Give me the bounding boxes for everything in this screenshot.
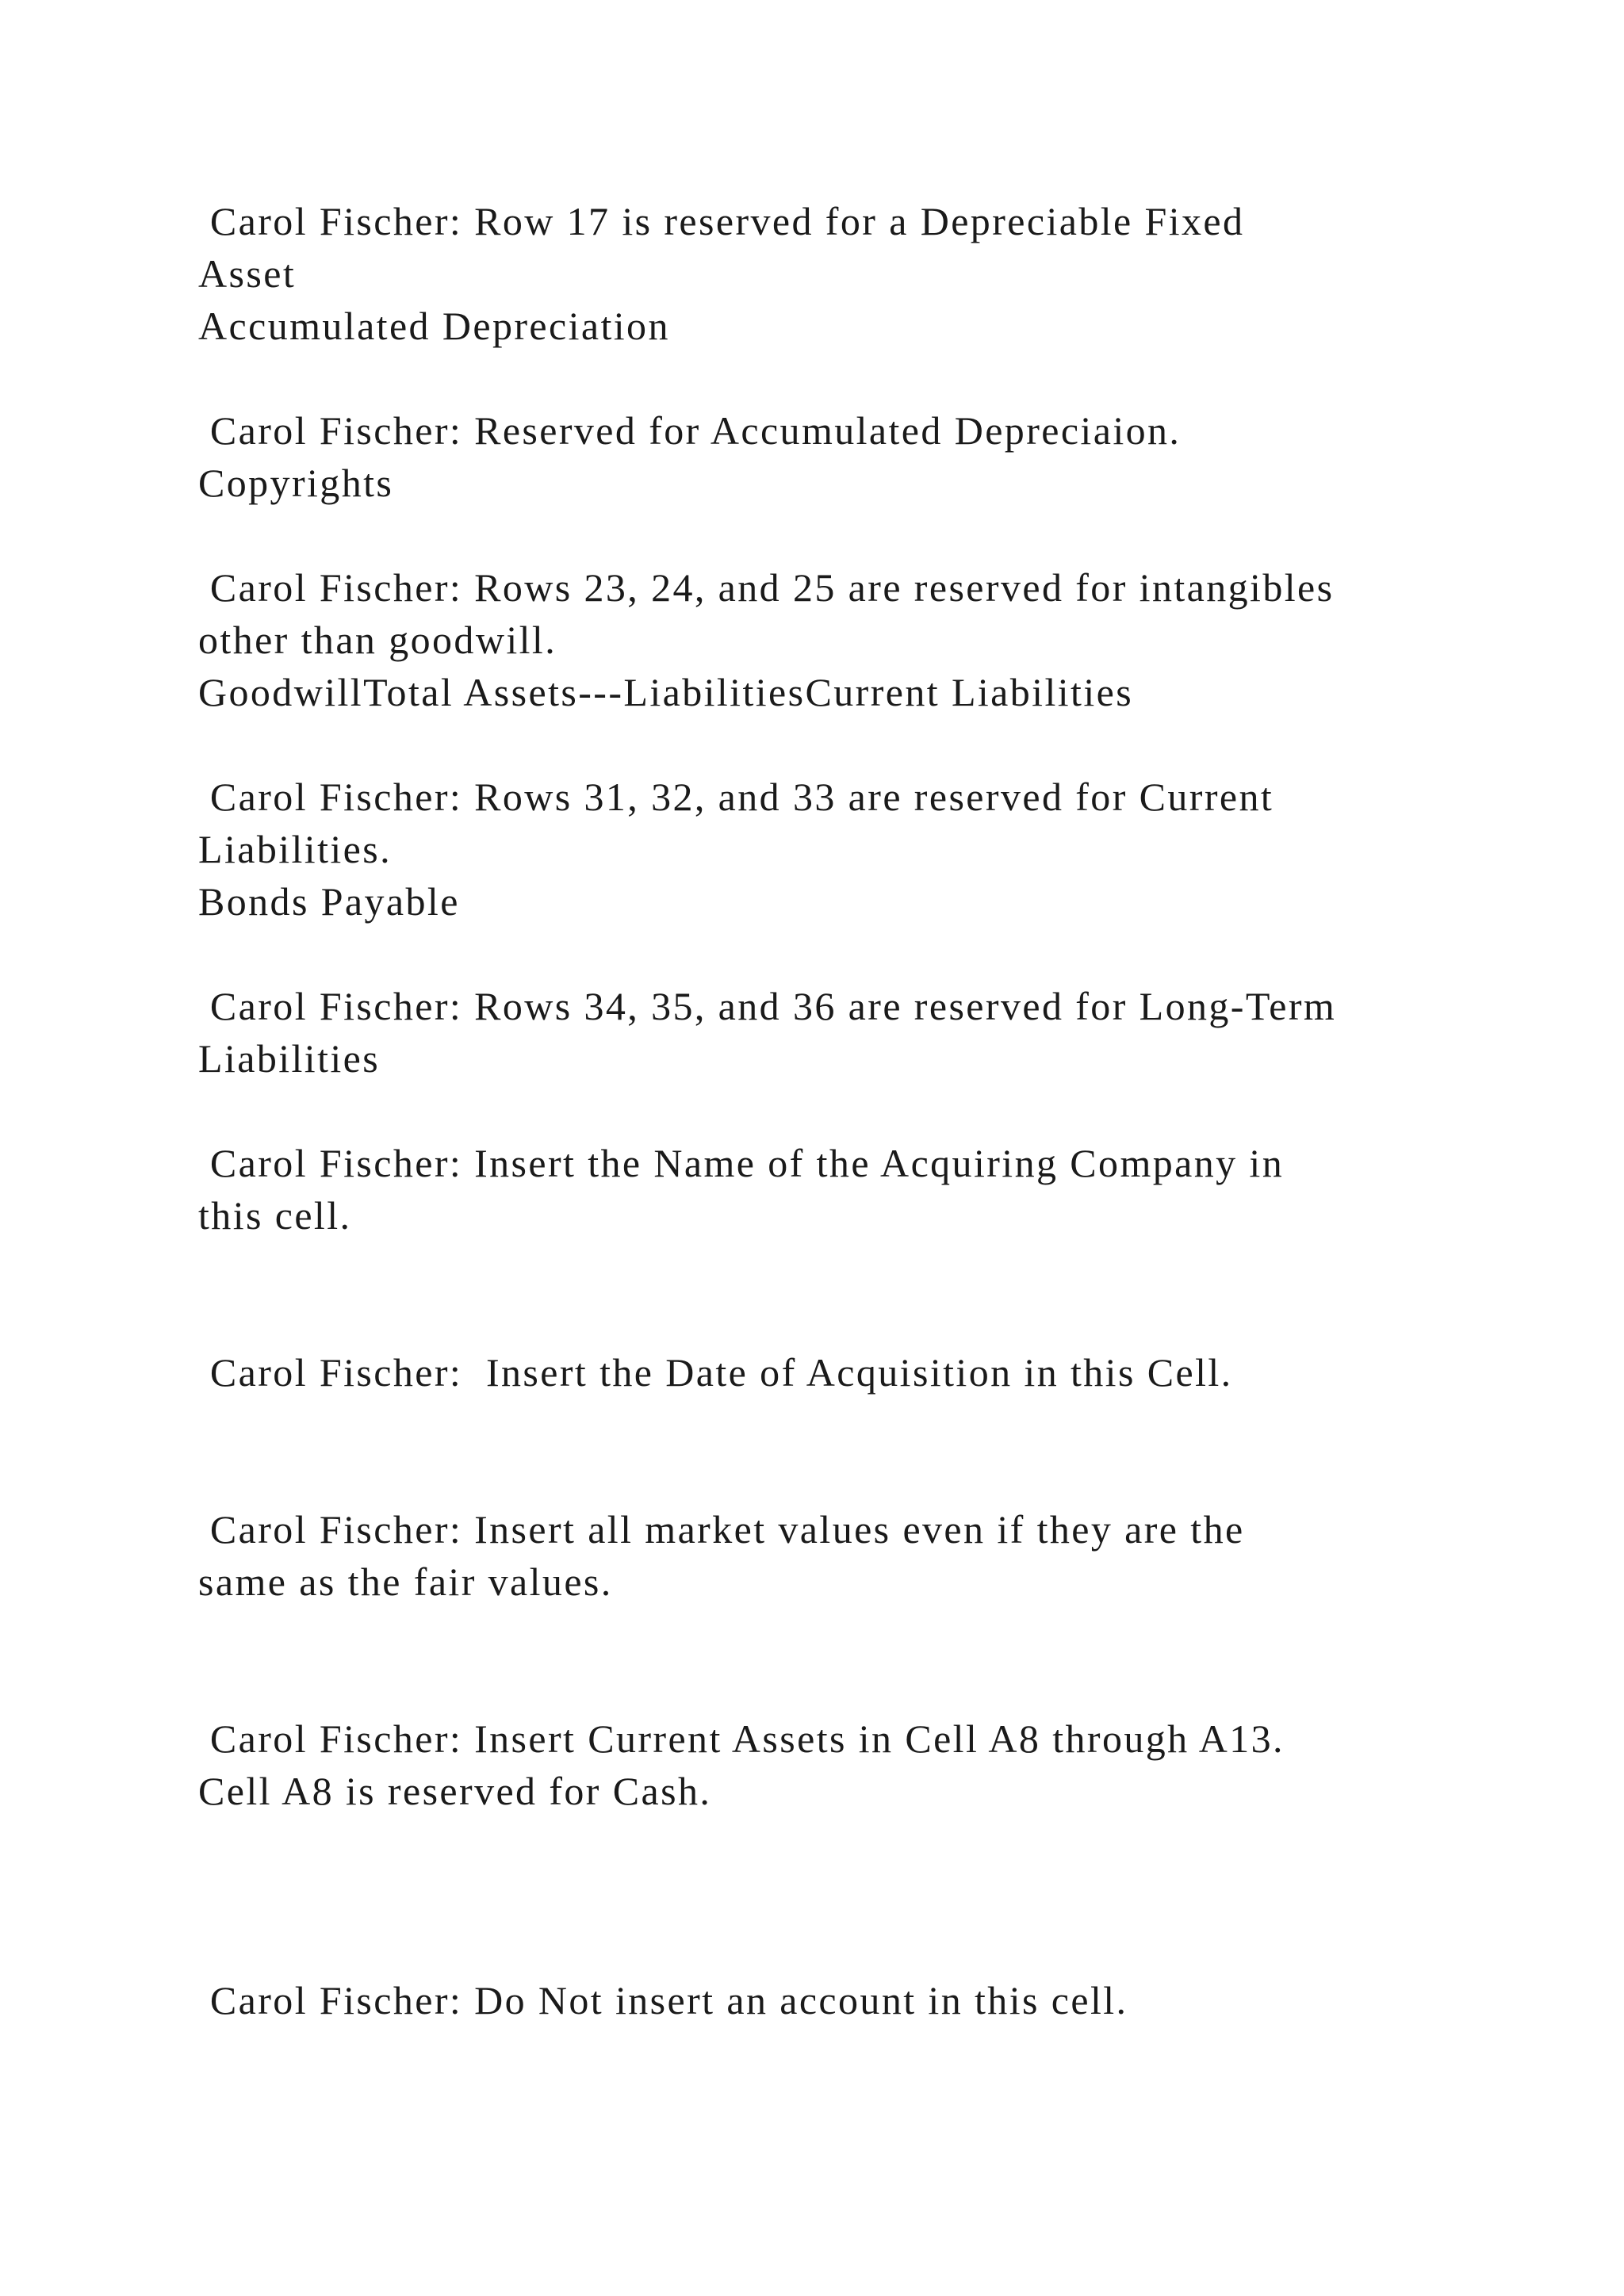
- comment-date-of-acquisition: Carol Fischer: Insert the Date of Acquisition in this Cell.: [198, 1350, 1233, 1395]
- comment-accumulated-depreciation: Carol Fischer: Reserved for Accumulated Depreciaion.: [198, 408, 1182, 453]
- comment-row-17: Carol Fischer: Row 17 is reserved for a Depreciable Fixed: [198, 199, 1245, 243]
- text-line: other than goodwill.: [198, 618, 557, 662]
- text-line: Bonds Payable: [198, 879, 460, 924]
- text-line: Copyrights: [198, 461, 394, 505]
- comment-rows-34-36: Carol Fischer: Rows 34, 35, and 36 are reserved for Long-Term: [198, 984, 1337, 1028]
- comment-do-not-insert: Carol Fischer: Do Not insert an account in this cell.: [198, 1978, 1128, 2022]
- text-line: Accumulated Depreciation: [198, 304, 670, 348]
- text-line: this cell.: [198, 1193, 352, 1238]
- comment-current-assets: Carol Fischer: Insert Current Assets in Cell A8 through A13.: [198, 1716, 1285, 1761]
- text-line: Liabilities.: [198, 827, 393, 871]
- text-line: Cell A8 is reserved for Cash.: [198, 1769, 712, 1813]
- comment-rows-31-33: Carol Fischer: Rows 31, 32, and 33 are reserved for Current: [198, 775, 1274, 819]
- comment-acquiring-company: Carol Fischer: Insert the Name of the Acquiring Company in: [198, 1141, 1285, 1185]
- text-line: Liabilities: [198, 1036, 381, 1081]
- text-line: same as the fair values.: [198, 1559, 613, 1604]
- text-line: Asset: [198, 251, 297, 296]
- text-line: GoodwillTotal Assets---LiabilitiesCurrent Liabilities: [198, 670, 1134, 714]
- comment-rows-23-25: Carol Fischer: Rows 23, 24, and 25 are reserved for intangibles: [198, 565, 1335, 610]
- comment-market-values: Carol Fischer: Insert all market values even if they are the: [198, 1507, 1245, 1552]
